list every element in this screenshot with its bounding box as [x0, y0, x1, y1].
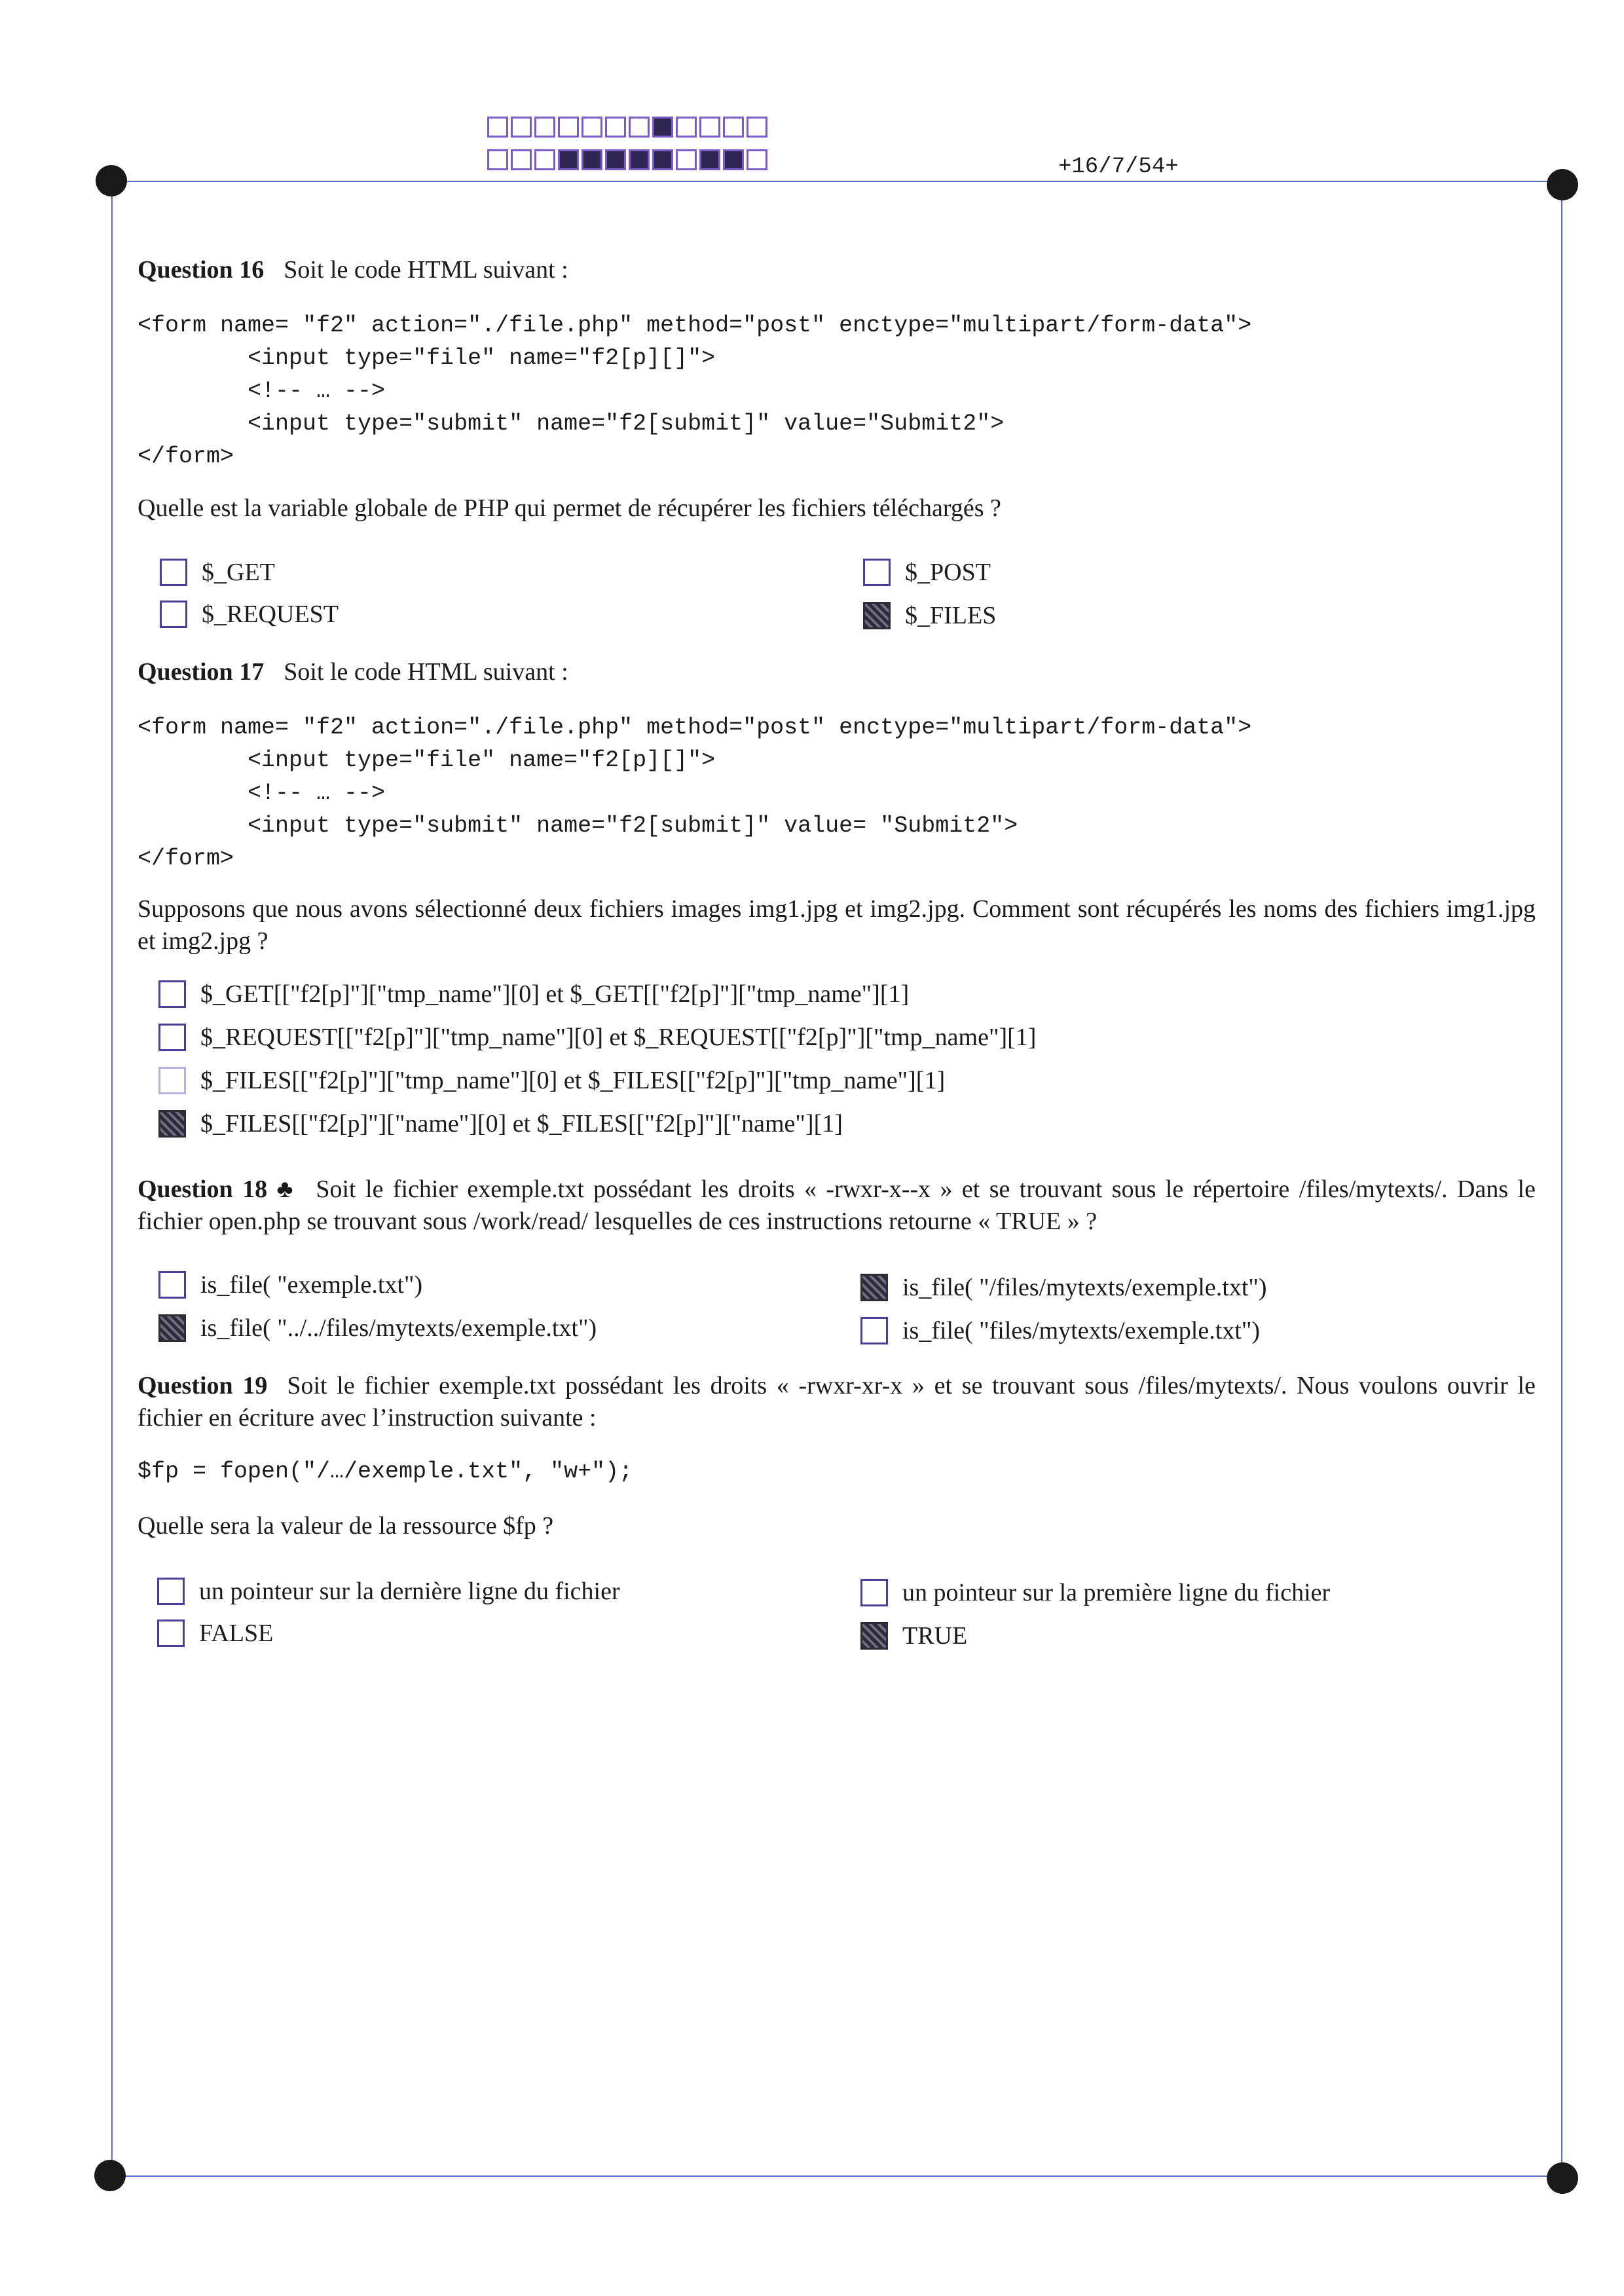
- checkbox[interactable]: [160, 559, 187, 586]
- checkbox[interactable]: [860, 1317, 888, 1344]
- checkbox[interactable]: [160, 601, 187, 628]
- answer-option[interactable]: [158, 980, 909, 1009]
- corner-marker-bottom-right: [1547, 2162, 1578, 2194]
- barcode-cell: [723, 149, 744, 170]
- barcode-cell: [652, 117, 673, 138]
- barcode-cell: [581, 117, 602, 138]
- option-label: is_file( "exemple.txt"): [200, 1271, 423, 1299]
- question-17-code: <form name= "f2" action="./file.php" method="post" enctype="multipart/form-data"> <input type="file" name="f2[p][]"> <!-- … --> <input type="submit" name="f2[submit]" value= "Submit2"> </form>: [138, 714, 1252, 872]
- barcode-cell: [652, 149, 673, 170]
- answer-option[interactable]: [158, 1109, 843, 1138]
- barcode-cell: [629, 149, 650, 170]
- corner-marker-top-left: [96, 165, 127, 196]
- question-text: Soit le fichier exemple.txt possédant les droits « -rwxr-x--x » et se trouvant sous le répertoire /files/mytexts/. Dans le fichier open.php se trouvant sous /work/read/ lesquelles de ces instructions retourne « TRUE » ?: [138, 1176, 1536, 1236]
- answer-option[interactable]: [158, 1066, 945, 1095]
- answer-option[interactable]: [160, 600, 339, 629]
- question-text: Soit le fichier exemple.txt possédant les droits « -rwxr-xr-x » et se trouvant sous /files/mytexts/. Nous voulons ouvrir le fichier en écriture avec l’instruction suivante :: [138, 1372, 1536, 1432]
- option-label: un pointeur sur la première ligne du fichier: [902, 1579, 1331, 1606]
- option-label: is_file( "files/mytexts/exemple.txt"): [902, 1317, 1261, 1344]
- barcode-cell: [629, 117, 650, 138]
- barcode-row-2: [487, 149, 767, 170]
- option-label: un pointeur sur la dernière ligne du fichier: [199, 1578, 620, 1605]
- answer-option[interactable]: [860, 1316, 1260, 1345]
- checkbox[interactable]: [158, 1271, 186, 1299]
- question-label: Question 16: [138, 256, 265, 284]
- answer-option[interactable]: [160, 558, 275, 587]
- barcode-cell: [487, 117, 508, 138]
- option-label: $_FILES[["f2[p]"]["name"][0] et $_FILES[["f2[p]"]["name"][1]: [200, 1110, 843, 1138]
- barcode-cell: [511, 117, 532, 138]
- barcode-cell: [511, 149, 532, 170]
- option-label: $_FILES: [905, 602, 997, 629]
- answer-option[interactable]: [158, 1270, 422, 1299]
- barcode-cell: [747, 149, 767, 170]
- question-19-header: [138, 1370, 1536, 1435]
- option-label: $_GET: [202, 559, 275, 586]
- barcode-cell: [605, 117, 626, 138]
- barcode-cell: [534, 149, 555, 170]
- barcode-cell: [605, 149, 626, 170]
- question-label: Question 17: [138, 658, 265, 686]
- answer-option[interactable]: [860, 1273, 1267, 1302]
- checkbox[interactable]: [860, 1579, 888, 1606]
- barcode-cell: [723, 117, 744, 138]
- barcode-cell: [581, 149, 602, 170]
- question-17-header: [138, 656, 1536, 688]
- question-19-prompt: Quelle sera la valeur de la ressource $fp ?: [138, 1512, 554, 1540]
- corner-marker-bottom-left: [94, 2160, 126, 2191]
- barcode-cell: [699, 117, 720, 138]
- barcode-cell: [534, 117, 555, 138]
- question-17-prompt: Supposons que nous avons sélectionné deux fichiers images img1.jpg et img2.jpg. Comment sont récupérés les noms des fichiers img1.jpg et img2.jpg ?: [138, 895, 1536, 955]
- answer-option[interactable]: [863, 558, 991, 587]
- checkbox-checked[interactable]: [863, 602, 891, 629]
- checkbox[interactable]: [158, 1024, 186, 1051]
- question-16-code: <form name= "f2" action="./file.php" method="post" enctype="multipart/form-data"> <input type="file" name="f2[p][]"> <!-- … --> <input type="submit" name="f2[submit]" value="Submit2"> </form>: [138, 312, 1252, 470]
- question-16-header: [138, 254, 1536, 286]
- checkbox-checked[interactable]: [158, 1110, 186, 1138]
- option-label: $_FILES[["f2[p]"]["tmp_name"][0] et $_FILES[["f2[p]"]["tmp_name"][1]: [200, 1067, 946, 1094]
- question-16-prompt: Quelle est la variable globale de PHP qui permet de récupérer les fichiers téléchargés ?: [138, 494, 1001, 522]
- answer-option[interactable]: [157, 1619, 273, 1648]
- checkbox[interactable]: [157, 1620, 185, 1647]
- barcode-cell: [747, 117, 767, 138]
- checkbox[interactable]: [158, 980, 186, 1008]
- checkbox[interactable]: [863, 559, 891, 586]
- checkbox-checked[interactable]: [860, 1274, 888, 1301]
- option-label: FALSE: [199, 1620, 274, 1647]
- question-19-code: $fp = fopen("/…/exemple.txt", "w+");: [138, 1458, 633, 1485]
- checkbox[interactable]: [158, 1067, 186, 1094]
- question-label: Question 18 ♣: [138, 1176, 297, 1203]
- option-label: is_file( "../../files/mytexts/exemple.txt"): [200, 1314, 597, 1342]
- barcode-row-1: [487, 117, 767, 138]
- answer-option[interactable]: [860, 1578, 1330, 1607]
- checkbox-checked[interactable]: [158, 1314, 186, 1342]
- option-label: $_REQUEST: [202, 601, 339, 628]
- barcode-cell: [699, 149, 720, 170]
- checkbox[interactable]: [157, 1578, 185, 1605]
- barcode-cell: [558, 117, 579, 138]
- barcode-cell: [676, 149, 697, 170]
- answer-option[interactable]: [158, 1023, 1036, 1052]
- option-label: $_POST: [905, 559, 991, 586]
- question-label: Question 19: [138, 1372, 268, 1399]
- question-text: Soit le code HTML suivant :: [284, 256, 568, 284]
- answer-option[interactable]: [860, 1621, 967, 1650]
- answer-option[interactable]: [158, 1314, 597, 1342]
- barcode-cell: [676, 117, 697, 138]
- option-label: TRUE: [902, 1622, 968, 1650]
- question-18-header: [138, 1174, 1536, 1238]
- option-label: $_GET[["f2[p]"]["tmp_name"][0] et $_GET[["f2[p]"]["tmp_name"][1]: [200, 980, 910, 1008]
- barcode-cell: [487, 149, 508, 170]
- barcode-cell: [558, 149, 579, 170]
- option-label: is_file( "/files/mytexts/exemple.txt"): [902, 1274, 1267, 1301]
- checkbox-checked[interactable]: [860, 1622, 888, 1650]
- corner-marker-top-right: [1547, 169, 1578, 200]
- answer-option[interactable]: [157, 1577, 620, 1606]
- answer-option[interactable]: [863, 601, 996, 630]
- question-text: Soit le code HTML suivant :: [284, 658, 568, 686]
- page-code: +16/7/54+: [1058, 155, 1179, 179]
- option-label: $_REQUEST[["f2[p]"]["tmp_name"][0] et $_REQUEST[["f2[p]"]["tmp_name"][1]: [200, 1024, 1037, 1051]
